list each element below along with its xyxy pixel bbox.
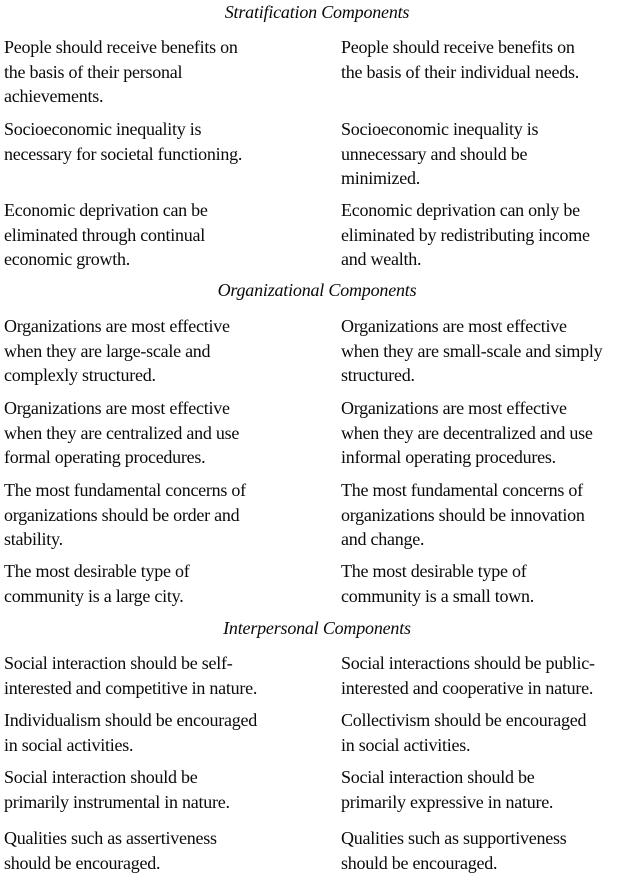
text-line: organizations should be order and: [4, 504, 240, 525]
text-line: Organizations are most effective: [4, 316, 230, 336]
interpersonal-row-3-right: [341, 765, 633, 814]
text-line: formal operating procedures.: [4, 447, 206, 467]
text-line: community is a small town.: [341, 585, 534, 606]
interpersonal-row-4-right: [341, 826, 633, 875]
section-heading-interpersonal: Interpersonal Components: [223, 618, 411, 638]
text-line: the basis of their personal: [4, 61, 183, 82]
text-line: achievements.: [4, 86, 104, 106]
text-line: Individualism should be encouraged: [4, 710, 257, 730]
text-line: when they are centralized and use: [4, 422, 240, 443]
text-line: community is a large city.: [4, 585, 184, 606]
text-line: Organizations are most effective: [4, 398, 230, 418]
stratification-row-1-right: [341, 35, 633, 84]
text-line: when they are decentralized and use: [341, 422, 593, 443]
text-line: structured.: [341, 365, 415, 385]
text-line: eliminated by redistributing income: [341, 224, 590, 245]
stratification-row-2-left: [4, 117, 329, 166]
text-line: Socioeconomic inequality is: [4, 119, 202, 139]
stratification-row-1-left: [4, 35, 329, 109]
text-line: Qualities such as assertiveness: [4, 828, 217, 848]
text-line: economic growth.: [4, 249, 130, 269]
text-line: primarily expressive in nature.: [341, 791, 554, 812]
text-line: when they are large-scale and: [4, 340, 211, 361]
interpersonal-row-1-right: [341, 651, 633, 700]
stratification-row-3-left: [4, 198, 329, 272]
text-line: informal operating procedures.: [341, 447, 556, 467]
organizational-row-4-right: [341, 559, 633, 608]
interpersonal-row-1-left: [4, 651, 329, 700]
text-line: unnecessary and should be: [341, 143, 528, 164]
text-line: necessary for societal functioning.: [4, 143, 243, 164]
organizational-row-3-left: [4, 478, 329, 552]
text-line: the basis of their individual needs.: [341, 61, 579, 82]
text-line: Organizations are most effective: [341, 316, 567, 336]
text-line: eliminated through continual: [4, 224, 205, 245]
text-line: Qualities such as supportiveness: [341, 828, 567, 848]
text-line: Social interaction should be: [341, 767, 535, 787]
text-line: Social interaction should be: [4, 767, 198, 787]
text-line: stability.: [4, 529, 63, 549]
text-line: Collectivism should be encouraged: [341, 710, 587, 730]
text-line: minimized.: [341, 168, 420, 188]
interpersonal-row-3-left: [4, 765, 329, 814]
text-line: The most fundamental concerns of: [341, 480, 583, 500]
text-line: Organizations are most effective: [341, 398, 567, 418]
text-line: and change.: [341, 529, 425, 549]
section-heading-stratification: Stratification Components: [224, 2, 410, 22]
interpersonal-row-2-left: [4, 708, 329, 757]
organizational-row-2-left: [4, 396, 329, 470]
text-line: Economic deprivation can be: [4, 200, 208, 220]
text-line: People should receive benefits on: [341, 37, 575, 57]
text-line: organizations should be innovation: [341, 504, 585, 525]
organizational-row-4-left: [4, 559, 329, 608]
organizational-row-2-right: [341, 396, 633, 470]
text-line: The most desirable type of: [4, 561, 190, 581]
text-line: should be encouraged.: [4, 852, 161, 873]
text-line: when they are small-scale and simply: [341, 340, 603, 361]
text-line: Social interaction should be self-: [4, 653, 233, 673]
text-line: in social activities.: [341, 734, 471, 755]
text-line: People should receive benefits on: [4, 37, 238, 57]
text-line: complexly structured.: [4, 365, 156, 385]
text-line: primarily instrumental in nature.: [4, 791, 230, 812]
stratification-row-3-right: [341, 198, 633, 272]
text-line: and wealth.: [341, 249, 422, 269]
text-line: interested and cooperative in nature.: [341, 677, 594, 698]
organizational-row-1-right: [341, 314, 633, 388]
section-heading-organizational: Organizational Components: [217, 280, 417, 300]
text-line: The most fundamental concerns of: [4, 480, 246, 500]
organizational-row-1-left: [4, 314, 329, 388]
text-line: in social activities.: [4, 734, 134, 755]
text-line: interested and competitive in nature.: [4, 677, 258, 698]
text-line: Economic deprivation can only be: [341, 200, 580, 220]
interpersonal-row-4-left: [4, 826, 329, 875]
text-line: Social interactions should be public-: [341, 653, 595, 673]
stratification-row-2-right: [341, 117, 633, 191]
text-line: should be encouraged.: [341, 852, 498, 873]
organizational-row-3-right: [341, 478, 633, 552]
text-line: Socioeconomic inequality is: [341, 119, 539, 139]
text-line: The most desirable type of: [341, 561, 527, 581]
interpersonal-row-2-right: [341, 708, 633, 757]
